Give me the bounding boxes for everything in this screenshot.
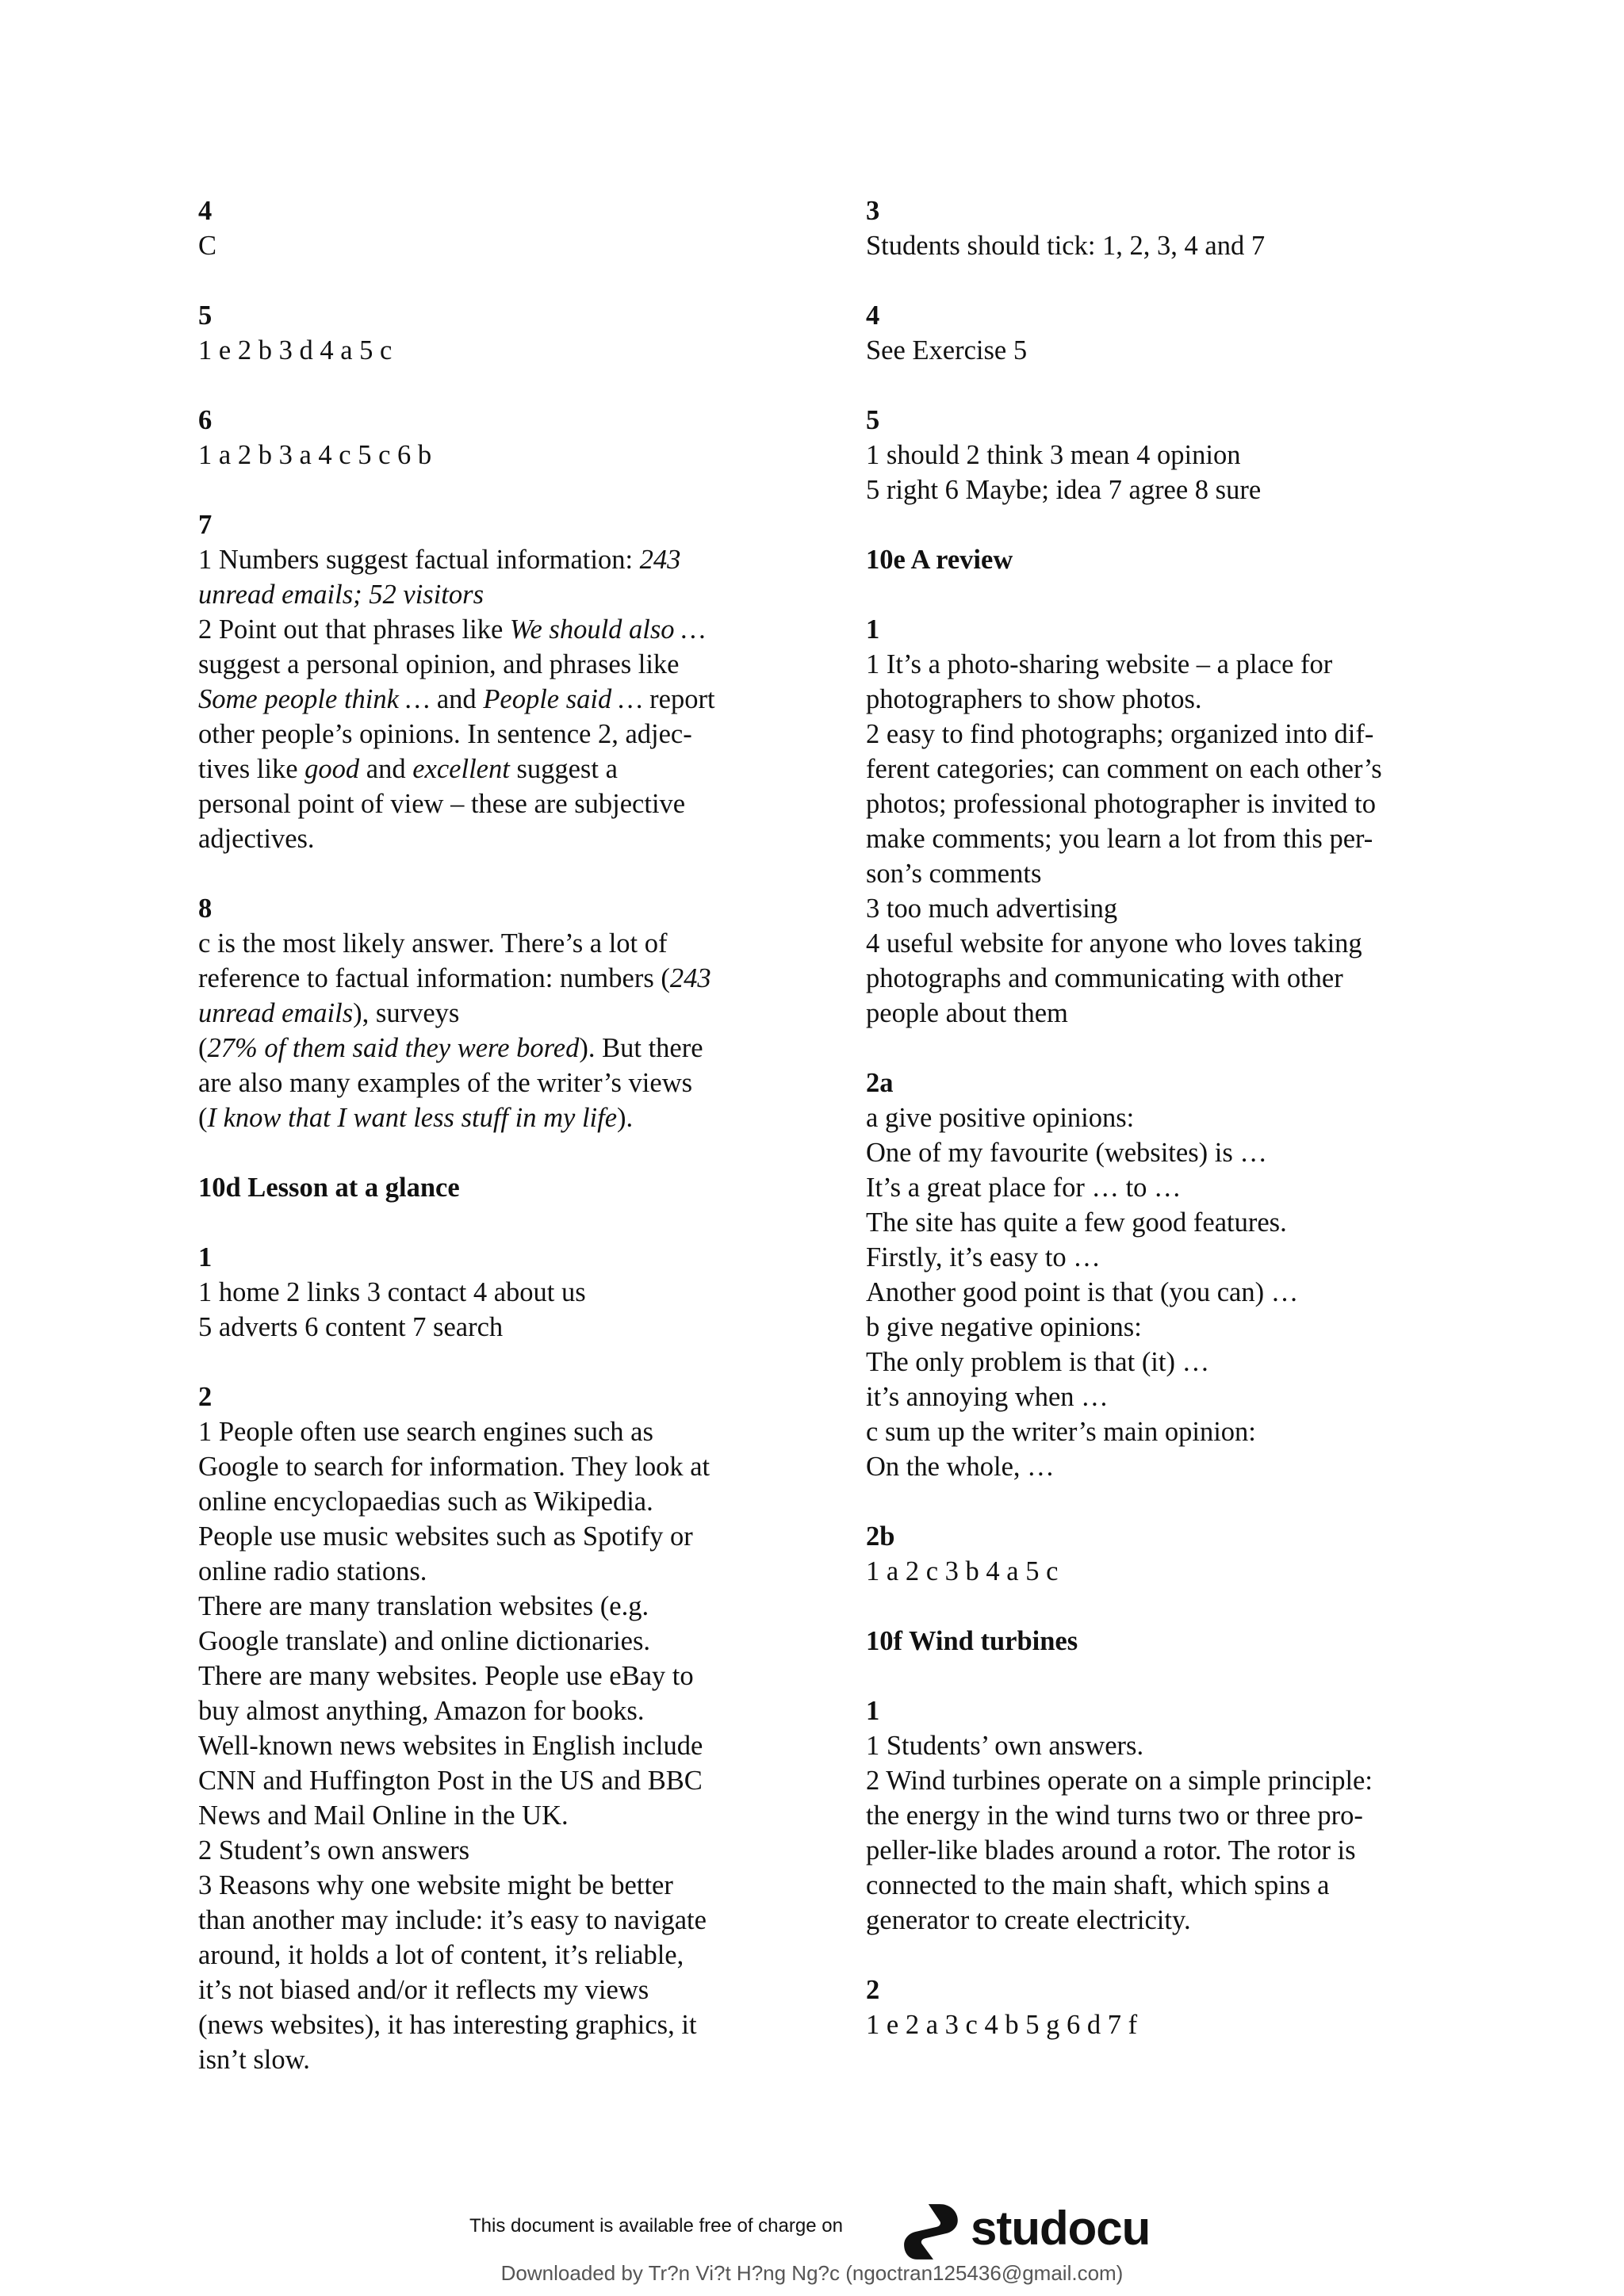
answer-4 (198, 193, 781, 263)
answer-line: The only problem is that (it) … (866, 1347, 1210, 1377)
answer-line: 5 right 6 Maybe; idea 7 agree 8 sure (866, 475, 1262, 505)
answer-line: 5 adverts 6 content 7 search (198, 1312, 504, 1342)
answer-line: 1 Students’ own answers. (866, 1731, 1144, 1761)
answer-line: personal point of view – these are subjective (198, 789, 686, 819)
answer-line: photographers to show photos. (866, 684, 1202, 714)
answer-line (198, 1031, 781, 1066)
answer-line: other people’s opinions. In sentence 2, adjec- (198, 719, 692, 749)
exercise-number: 4 (866, 300, 880, 331)
answer-line: CNN and Huffington Post in the US and BBC (198, 1766, 703, 1796)
italic-run: We should also … (509, 614, 706, 645)
answer-line: photos; professional photographer is invited to (866, 789, 1376, 819)
answer-line: There are many translation websites (e.g. (198, 1591, 649, 1621)
right-column (866, 193, 1449, 2077)
exercise-number: 1 (198, 1242, 213, 1272)
answer-line: connected to the main shaft, which spins a (866, 1870, 1330, 1900)
answer-line: online encyclopaedias such as Wikipedia. (198, 1487, 653, 1517)
exercise-number: 6 (198, 405, 213, 435)
studocu-logo-text: studocu (971, 2202, 1151, 2255)
answer-line: 4 useful website for anyone who loves taking (866, 928, 1362, 959)
exercise-number: 2b (866, 1521, 895, 1552)
exercise-number: 5 (198, 300, 213, 331)
answer-line: make comments; you learn a lot from this per- (866, 824, 1373, 854)
answer-line: (news websites), it has interesting graphics, it (198, 2010, 697, 2040)
answer-line: 1 home 2 links 3 contact 4 about us (198, 1277, 586, 1307)
italic-run: 243 (669, 963, 711, 993)
italic-run: excellent (412, 754, 510, 784)
answer-5 (866, 403, 1449, 507)
text-run: ), surveys (353, 998, 460, 1028)
answer-line: Another good point is that (you can) … (866, 1277, 1299, 1307)
italic-run: 243 (639, 545, 681, 575)
answer-text: See Exercise 5 (866, 335, 1028, 365)
italic-run: unread emails (198, 998, 354, 1028)
section-heading: 10d Lesson at a glance (198, 1173, 460, 1203)
answer-line: are also many examples of the writer’s views (198, 1068, 693, 1098)
answer-5 (198, 298, 781, 368)
exercise-number: 2 (198, 1382, 213, 1412)
answer-line: a give positive opinions: (866, 1103, 1135, 1133)
text-run: reference to factual information: numbers ( (198, 963, 670, 993)
text-run: ). (617, 1103, 634, 1133)
answer-text: 1 a 2 b 3 a 4 c 5 c 6 b (198, 440, 432, 470)
answer-10f-2 (866, 1973, 1449, 2042)
answer-line: 1 should 2 think 3 mean 4 opinion (866, 440, 1241, 470)
text-run: tives like (198, 754, 305, 784)
answer-line: photographs and communicating with other (866, 963, 1343, 993)
answer-line: 2 easy to find photographs; organized into dif- (866, 719, 1374, 749)
answer-6 (198, 403, 781, 473)
answer-line: Firstly, it’s easy to … (866, 1242, 1101, 1272)
answer-line: 2 Student’s own answers (198, 1835, 470, 1866)
answer-10d-2 (198, 1380, 781, 2077)
italic-run: 27% of them said they were bored (207, 1033, 580, 1063)
answer-line: ferent categories; can comment on each other’s (866, 754, 1382, 784)
answer-line (198, 1100, 781, 1135)
answer-line: c is the most likely answer. There’s a lot of (198, 928, 668, 959)
answer-line: 3 too much advertising (866, 894, 1118, 924)
exercise-number: 8 (198, 894, 213, 924)
text-run: ). But there (579, 1033, 703, 1063)
answer-2a (866, 1066, 1449, 1484)
text-run: and (430, 684, 484, 714)
section-heading-10d (198, 1170, 781, 1205)
answer-line: News and Mail Online in the UK. (198, 1800, 569, 1831)
answer-line: 3 Reasons why one website might be better (198, 1870, 673, 1900)
answer-text: 1 e 2 a 3 c 4 b 5 g 6 d 7 f (866, 2010, 1138, 2040)
text-run: and (359, 754, 413, 784)
answer-line: Google to search for information. They look at (198, 1452, 710, 1482)
text-run: 2 Point out that phrases like (198, 614, 510, 645)
answer-10f-1 (866, 1693, 1449, 1938)
answer-line: generator to create electricity. (866, 1905, 1191, 1935)
answer-line: People use music websites such as Spotify or (198, 1521, 693, 1552)
answer-line: suggest a personal opinion, and phrases like (198, 649, 680, 679)
answer-line (198, 996, 781, 1031)
answer-line: people about them (866, 998, 1068, 1028)
answer-line (198, 961, 781, 996)
answer-line: c sum up the writer’s main opinion: (866, 1417, 1256, 1447)
text-run: 1 Numbers suggest factual information: (198, 545, 640, 575)
exercise-number: 2a (866, 1068, 894, 1098)
exercise-number: 2 (866, 1975, 880, 2005)
section-heading-10e (866, 542, 1449, 577)
answer-line: One of my favourite (websites) is … (866, 1138, 1267, 1168)
answer-line (198, 752, 781, 786)
answer-line (198, 542, 781, 577)
italic-run: People said … (483, 684, 643, 714)
answer-10e-1 (866, 612, 1449, 1031)
answer-line: On the whole, … (866, 1452, 1055, 1482)
answer-line: it’s annoying when … (866, 1382, 1109, 1412)
exercise-number: 1 (866, 614, 880, 645)
answer-text: Students should tick: 1, 2, 3, 4 and 7 (866, 231, 1266, 261)
answer-line: Well-known news websites in English include (198, 1731, 703, 1761)
text-run: ( (198, 1033, 208, 1063)
answer-line: son’s comments (866, 859, 1042, 889)
exercise-number: 7 (198, 510, 213, 540)
answer-2b (866, 1519, 1449, 1589)
answer-line: 1 People often use search engines such as (198, 1417, 653, 1447)
answer-line: isn’t slow. (198, 2045, 310, 2075)
answer-line (198, 577, 781, 612)
answer-8 (198, 891, 781, 1135)
answer-line: The site has quite a few good features. (866, 1207, 1287, 1238)
section-heading-10f (866, 1624, 1449, 1659)
answer-line: 2 Wind turbines operate on a simple principle: (866, 1766, 1373, 1796)
answer-line: around, it holds a lot of content, it’s reliable, (198, 1940, 684, 1970)
answer-3 (866, 193, 1449, 263)
exercise-number: 1 (866, 1696, 880, 1726)
text-run: report (642, 684, 715, 714)
answer-line: Google translate) and online dictionaries. (198, 1626, 651, 1656)
answer-line: 1 It’s a photo-sharing website – a place for (866, 649, 1333, 679)
answer-text: C (198, 231, 217, 261)
left-column (198, 193, 781, 2112)
answer-line: buy almost anything, Amazon for books. (198, 1696, 645, 1726)
answer-10d-1 (198, 1240, 781, 1345)
answer-line: the energy in the wind turns two or three pro- (866, 1800, 1363, 1831)
section-heading: 10f Wind turbines (866, 1626, 1078, 1656)
answer-line: There are many websites. People use eBay to (198, 1661, 694, 1691)
exercise-number: 4 (198, 196, 213, 226)
studocu-logo-icon (901, 2199, 966, 2264)
italic-run: unread emails; 52 visitors (198, 580, 484, 610)
answer-line: online radio stations. (198, 1556, 427, 1586)
answer-line: It’s a great place for … to … (866, 1173, 1182, 1203)
answer-text: 1 a 2 c 3 b 4 a 5 c (866, 1556, 1059, 1586)
text-run: suggest a (509, 754, 618, 784)
answer-line: adjectives. (198, 824, 315, 854)
download-notice: Downloaded by Tr?n Vi?t H?ng Ng?c (ngoctran125436@gmail.com) (500, 2261, 1124, 2285)
answer-line: than another may include: it’s easy to navigate (198, 1905, 707, 1935)
section-heading: 10e A review (866, 545, 1013, 575)
italic-run: Some people think … (198, 684, 431, 714)
answer-4 (866, 298, 1449, 368)
answer-text: 1 e 2 b 3 d 4 a 5 c (198, 335, 393, 365)
answer-line: b give negative opinions: (866, 1312, 1142, 1342)
answer-line (198, 612, 781, 647)
italic-run: good (304, 754, 360, 784)
studocu-banner (0, 2198, 1624, 2253)
exercise-number: 3 (866, 196, 880, 226)
answer-line (198, 682, 781, 717)
answer-line: peller-like blades around a rotor. The rotor is (866, 1835, 1356, 1866)
availability-text: This document is available free of charge on (469, 2215, 843, 2237)
answer-line: it’s not biased and/or it reflects my views (198, 1975, 649, 2005)
text-run: ( (198, 1103, 208, 1133)
exercise-number: 5 (866, 405, 880, 435)
italic-run: I know that I want less stuff in my life (207, 1103, 618, 1133)
answer-7 (198, 507, 781, 856)
